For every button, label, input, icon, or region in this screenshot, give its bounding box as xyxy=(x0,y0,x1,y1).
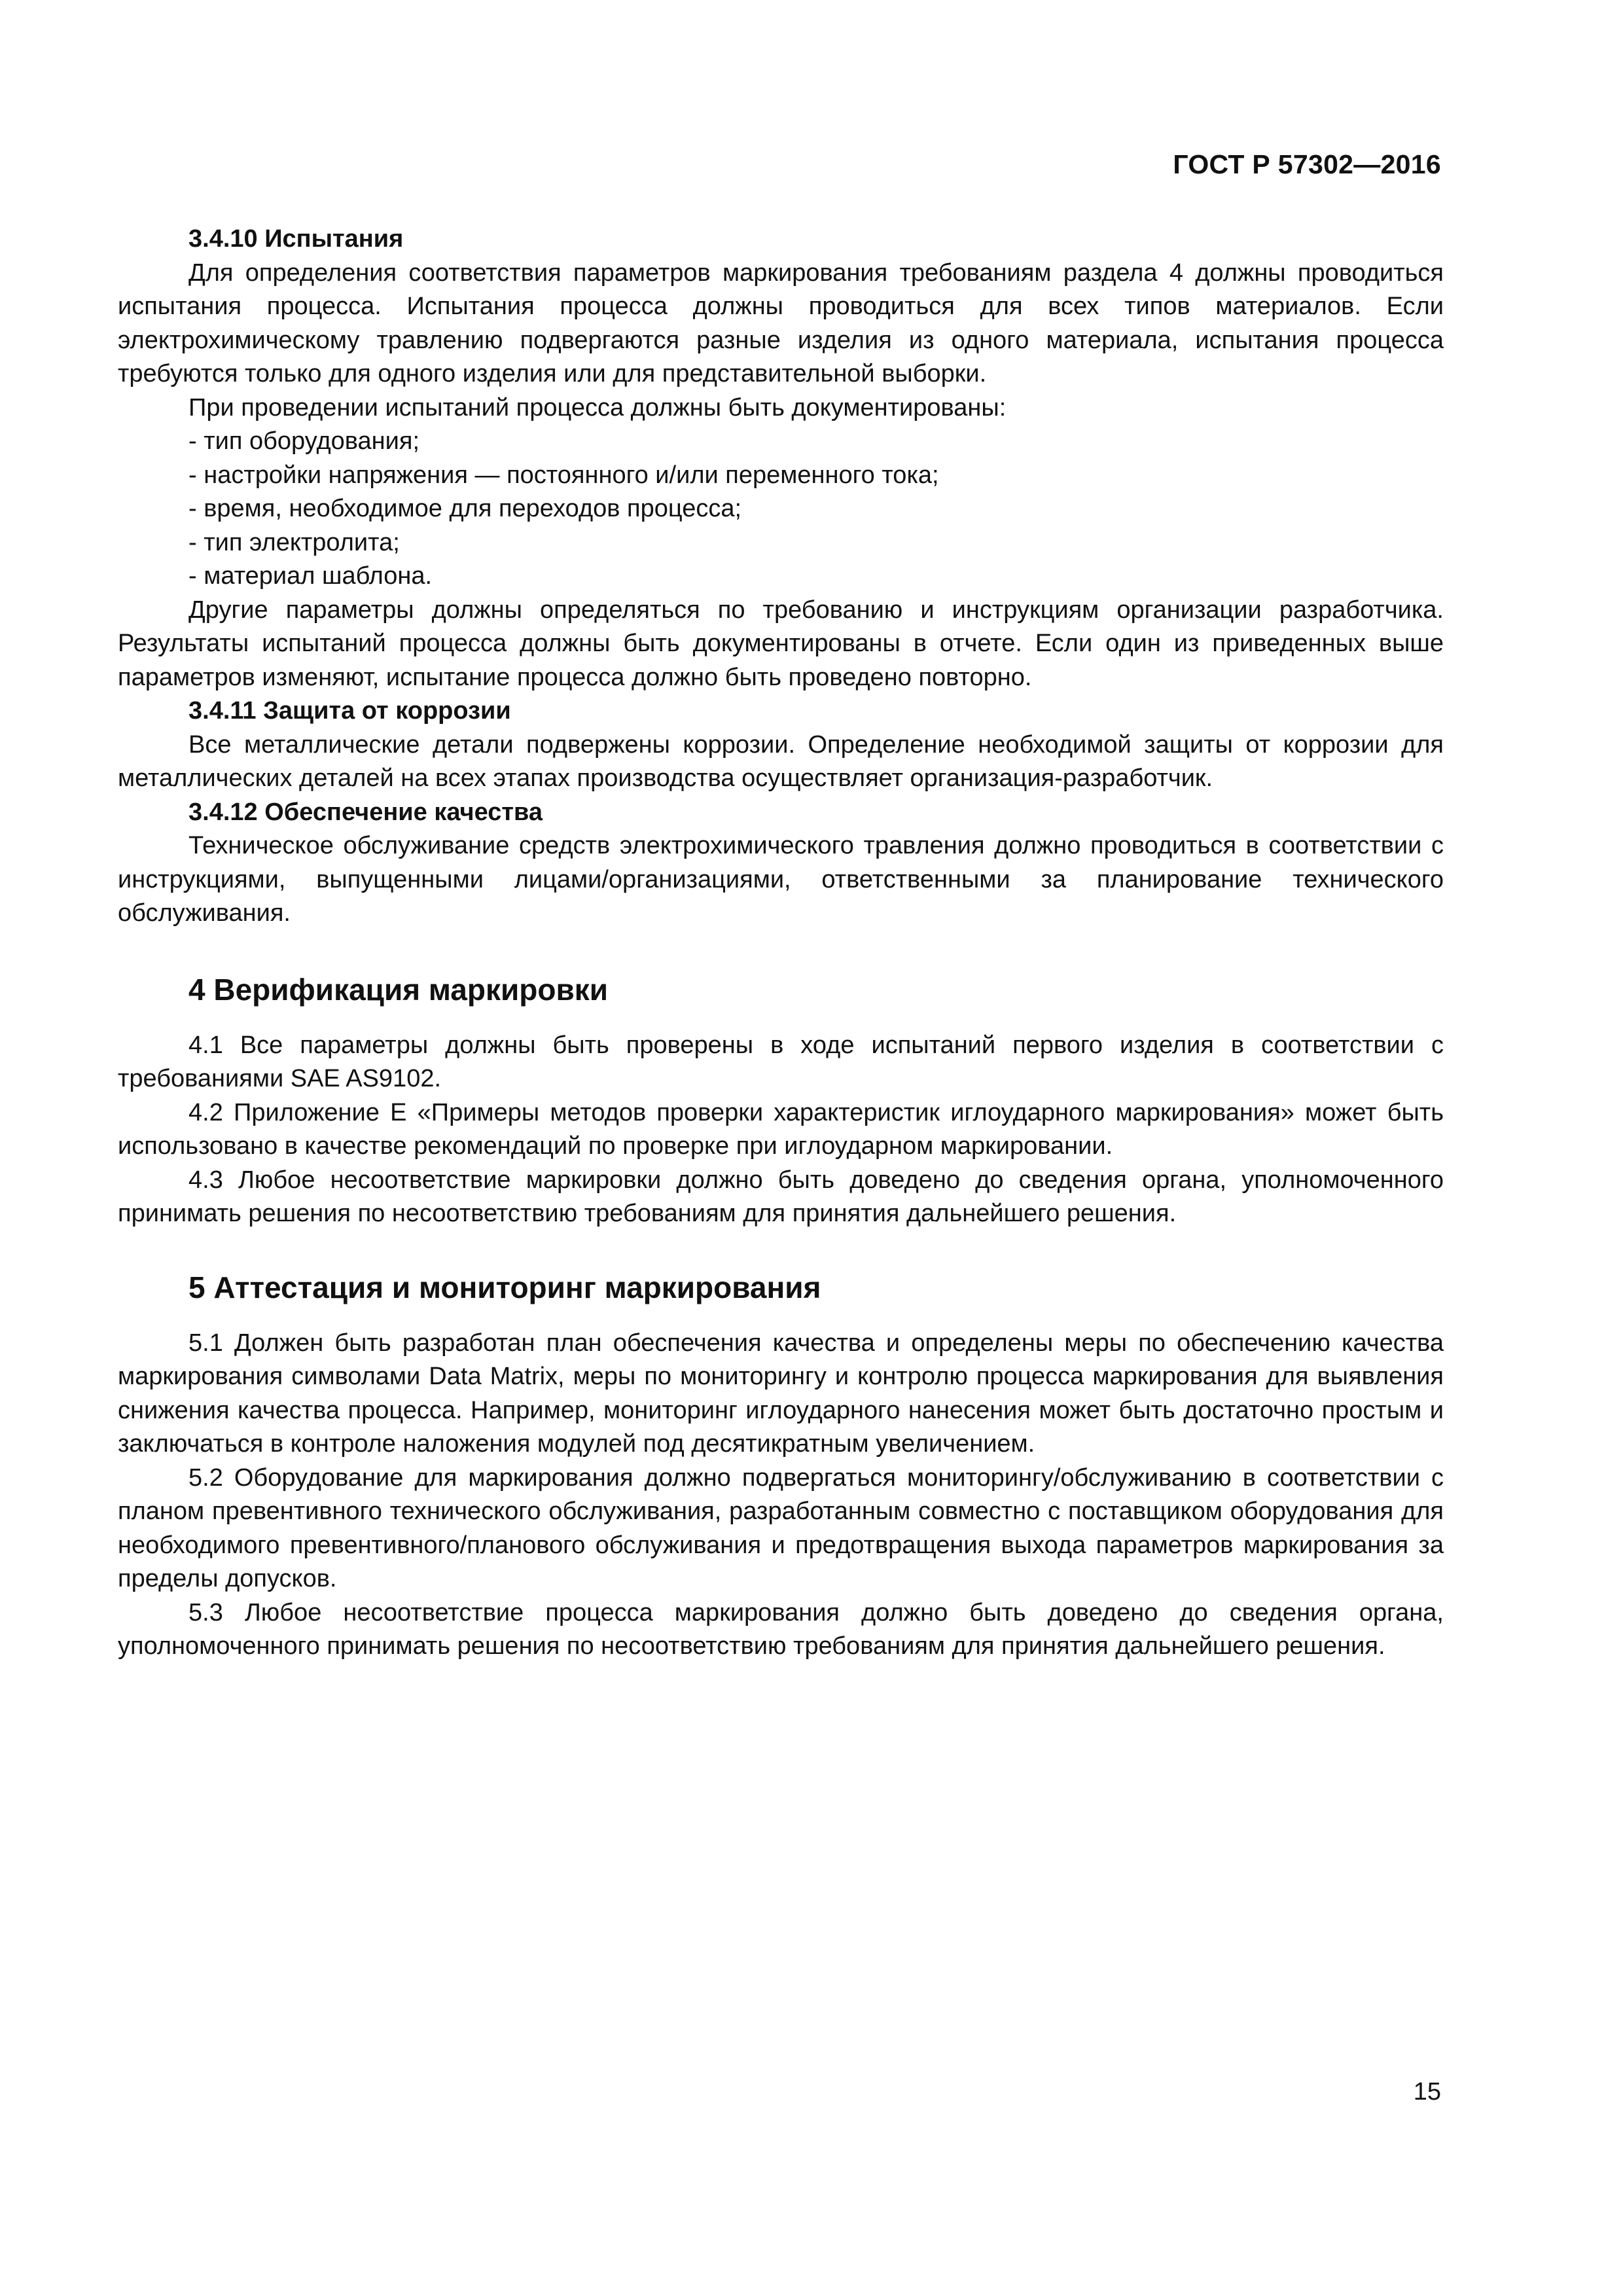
paragraph-3-4-10-3: Другие параметры должны определяться по требованию и инструкциям организации разработчика. Результаты испытаний процесса должны быть документированы в отчете. Если один из приведенных выше параметров изменяют, испытание процесса должно быть проведено повторно. xyxy=(118,596,1444,691)
page-content xyxy=(118,223,1444,1664)
paragraph-3-4-12-1: Техническое обслуживание средств электрохимического травления должно проводиться в соответствии с инструкциями, выпущенными лицами/организациями, ответственными за планирование технического обслуживания. xyxy=(118,832,1444,927)
list-item: - материал шаблона. xyxy=(188,560,1444,594)
paragraph-3-4-11-1: Все металлические детали подвержены коррозии. Определение необходимой защиты от коррозии для металлических деталей на всех этапах производства осуществляет организация-разработчик. xyxy=(118,730,1444,792)
documented-parameters-list xyxy=(118,425,1444,594)
paragraph-4-1: 4.1 Все параметры должны быть проверены в ходе испытаний первого изделия в соответствии с требованиями SAE AS9102. xyxy=(118,1031,1444,1092)
paragraph-5-1: 5.1 Должен быть разработан план обеспечения качества и определены меры по обеспечению качества маркирования символами Data Matrix, меры по мониторингу и контролю процесса маркирования для выявления снижения качества процесса. Например, мониторинг иглоударного нанесения может быть достаточно простым и заключаться в контроле наложения модулей под десятикратным увеличением. xyxy=(118,1329,1444,1458)
paragraph-4-3: 4.3 Любое несоответствие маркировки должно быть доведено до сведения органа, уполномоченного принимать решения по несоответствию требованиям для принятия дальнейшего решения. xyxy=(118,1166,1444,1227)
subsection-title-3-4-12: 3.4.12 Обеспечение качества xyxy=(188,798,543,826)
section-title-4: 4 Верификация маркировки xyxy=(188,972,609,1007)
list-item: - тип оборудования; xyxy=(188,425,1444,459)
standard-code-header: ГОСТ Р 57302—2016 xyxy=(1173,149,1441,179)
paragraph-3-4-10-1: Для определения соответствия параметров маркирования требованиям раздела 4 должны проводиться испытания процесса. Испытания процесса должны проводиться для всех типов материалов. Если электрохимическому травлению подвергаются разные изделия из одного материала, испытания процесса требуются только для одного изделия или для представительной выборки. xyxy=(118,259,1444,387)
list-item: - настройки напряжения — постоянного и/или переменного тока; xyxy=(188,459,1444,493)
paragraph-5-2: 5.2 Оборудование для маркирования должно подвергаться мониторингу/обслуживанию в соответствии с планом превентивного технического обслуживания, разработанным совместно с поставщиком оборудования для необходимого превентивного/планового обслуживания и предотвращения выхода параметров маркирования за пределы допусков. xyxy=(118,1463,1444,1592)
paragraph-3-4-10-2: При проведении испытаний процесса должны быть документированы: xyxy=(188,393,1007,422)
paragraph-4-2: 4.2 Приложение Е «Примеры методов проверки характеристик иглоударного маркирования» может быть использовано в качестве рекомендаций по проверке при иглоударном маркировании. xyxy=(118,1098,1444,1160)
list-item: - тип электролита; xyxy=(188,526,1444,560)
subsection-title-3-4-11: 3.4.11 Защита от коррозии xyxy=(188,697,511,725)
list-item: - время, необходимое для переходов процесса; xyxy=(188,492,1444,526)
paragraph-5-3: 5.3 Любое несоответствие процесса маркирования должно быть доведено до сведения органа, уполномоченного принимать решения по несоответствию требованиям для принятия дальнейшего решения. xyxy=(118,1598,1444,1660)
subsection-title-3-4-10: 3.4.10 Испытания xyxy=(188,225,404,253)
section-title-5: 5 Аттестация и мониторинг маркирования xyxy=(188,1270,821,1304)
page-number: 15 xyxy=(1413,2078,1441,2106)
